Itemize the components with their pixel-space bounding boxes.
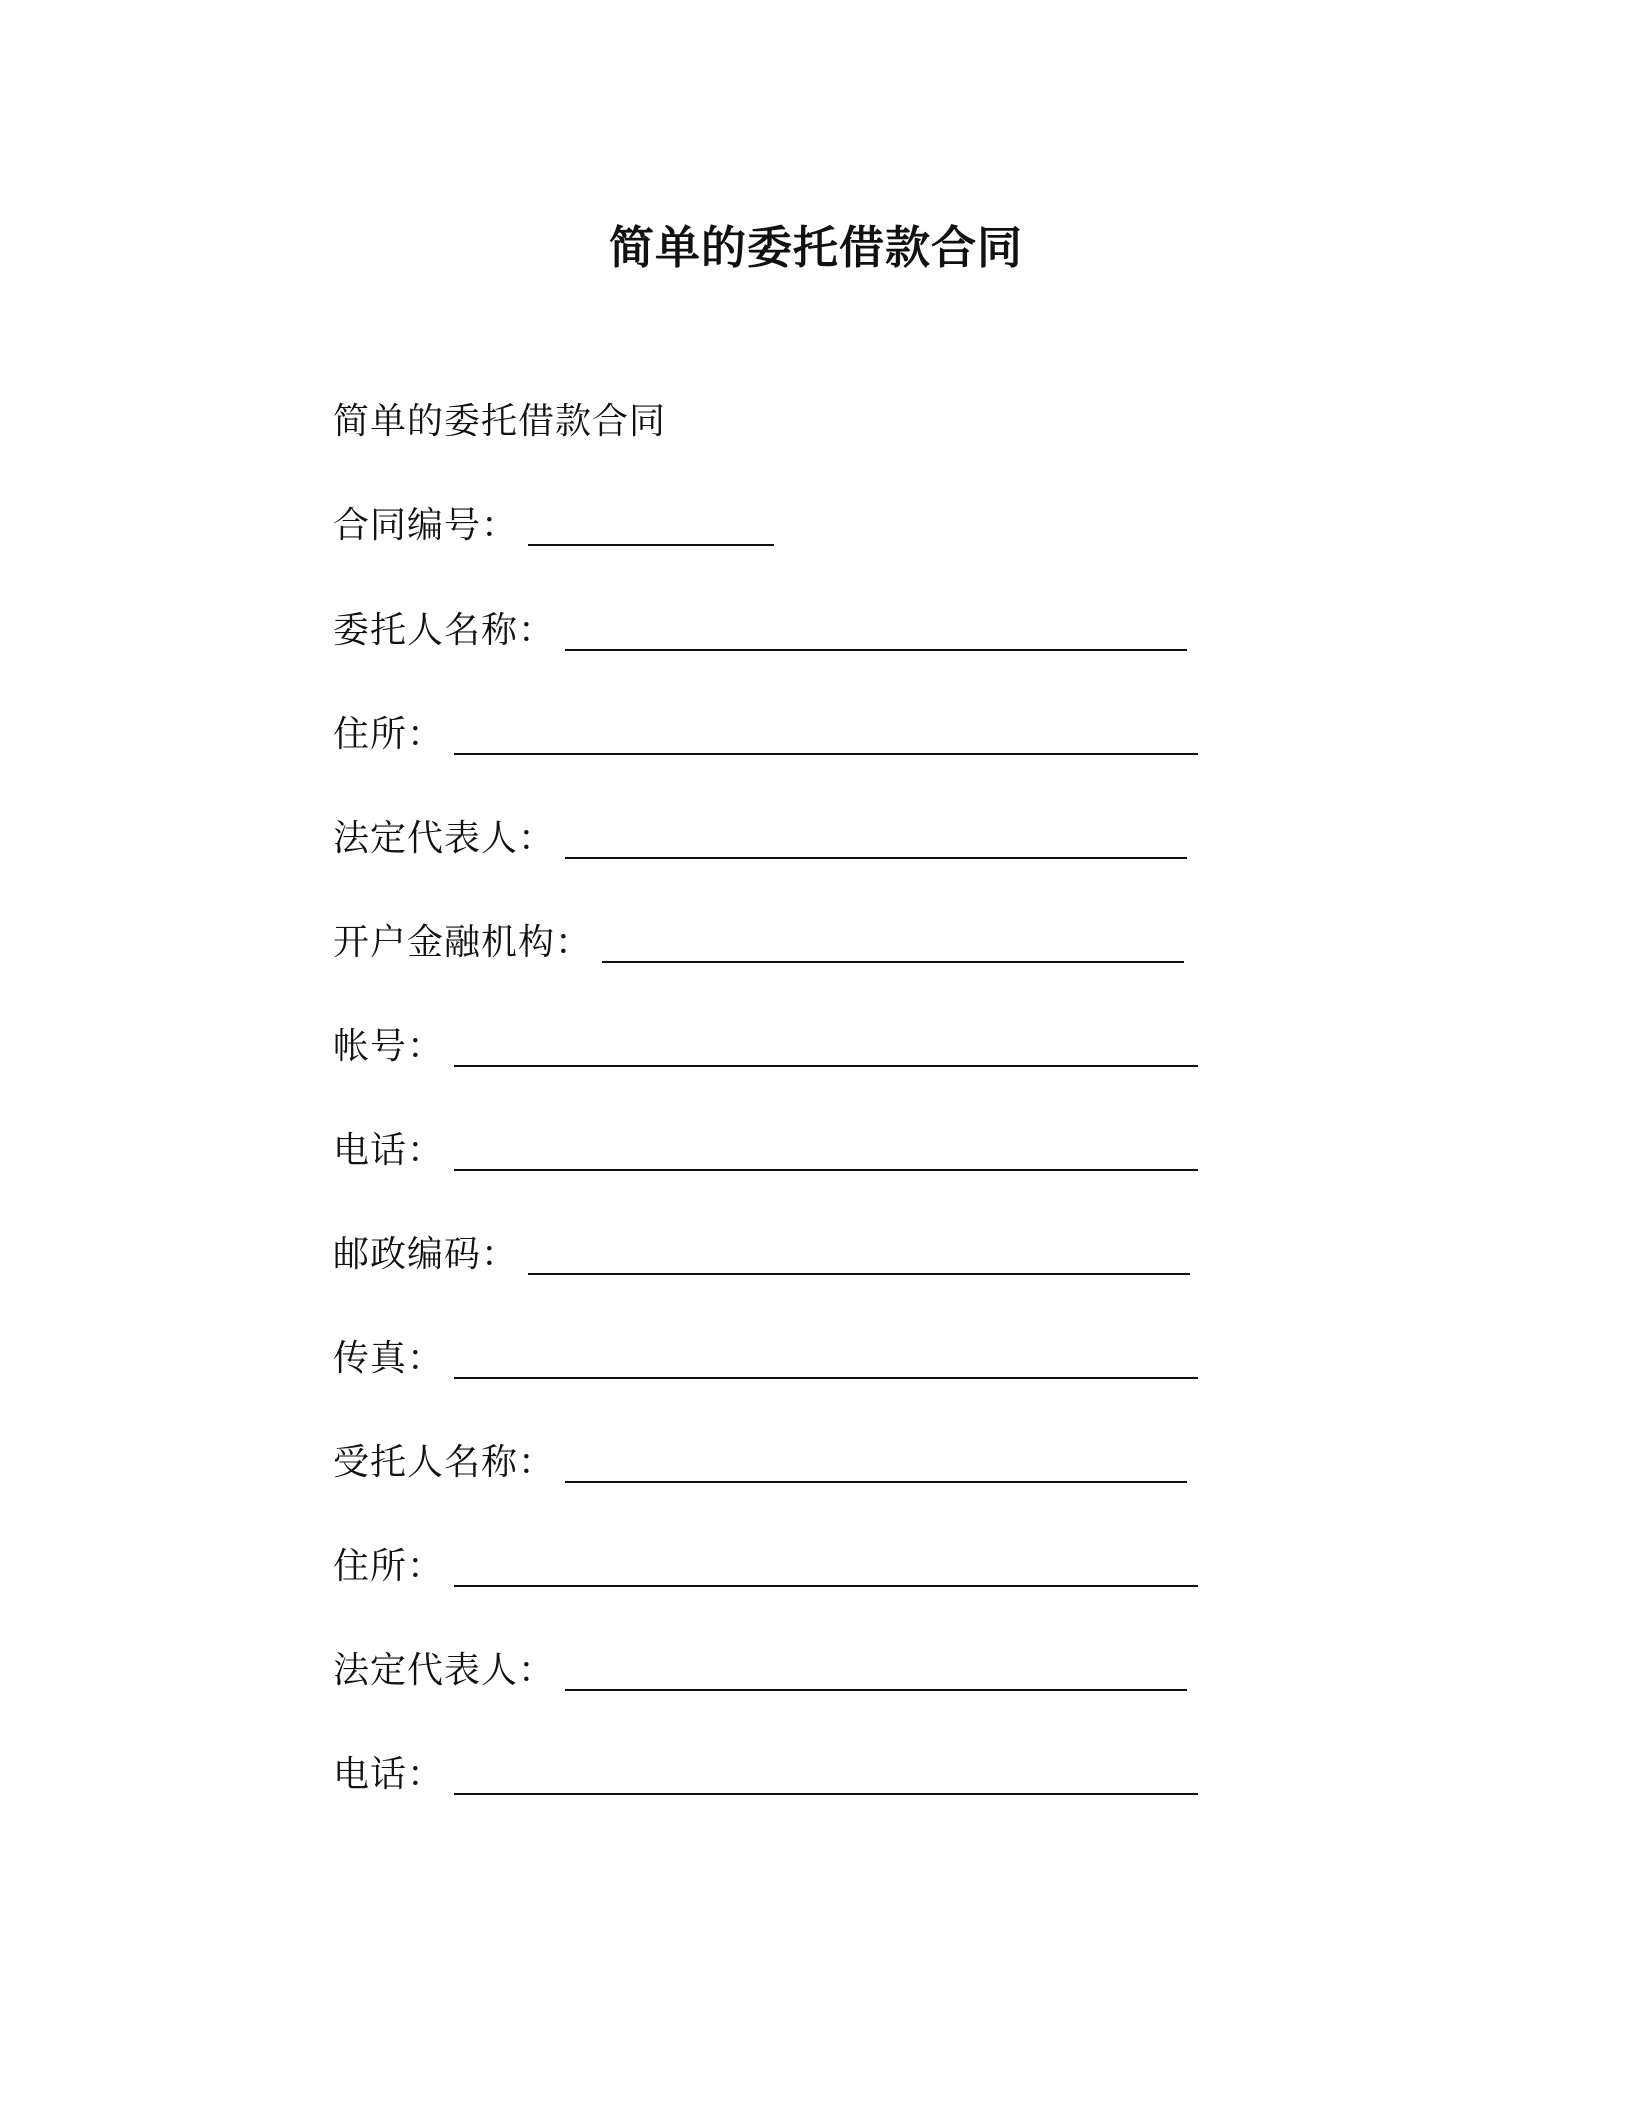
blank-line bbox=[565, 1481, 1187, 1483]
field-label: 住所： bbox=[333, 714, 445, 755]
blank-line bbox=[454, 1169, 1198, 1171]
field-label: 电话： bbox=[333, 1130, 445, 1171]
client-postcode-field bbox=[333, 1231, 1190, 1279]
client-fax-field bbox=[333, 1335, 1198, 1383]
trustee-name-field bbox=[333, 1439, 1187, 1487]
blank-line bbox=[454, 1065, 1198, 1067]
field-label: 受托人名称： bbox=[333, 1442, 556, 1483]
blank-line bbox=[454, 1793, 1198, 1795]
blank-line bbox=[454, 1377, 1198, 1379]
field-label: 法定代表人： bbox=[333, 818, 556, 859]
blank-line bbox=[528, 1273, 1190, 1275]
blank-line bbox=[565, 1689, 1187, 1691]
field-label: 邮政编码： bbox=[333, 1234, 519, 1275]
blank-line bbox=[528, 544, 774, 546]
client-legal-representative-field bbox=[333, 815, 1187, 863]
field-label: 帐号： bbox=[333, 1026, 445, 1067]
blank-line bbox=[454, 1585, 1198, 1587]
field-label: 电话： bbox=[333, 1754, 445, 1795]
trustee-address-field bbox=[333, 1543, 1198, 1591]
blank-line bbox=[602, 961, 1184, 963]
field-label: 传真： bbox=[333, 1338, 445, 1379]
trustee-legal-representative-field bbox=[333, 1647, 1187, 1695]
field-label: 法定代表人： bbox=[333, 1650, 556, 1691]
document-subtitle: 简单的委托借款合同 bbox=[333, 401, 667, 442]
client-account-field bbox=[333, 1023, 1198, 1071]
blank-line bbox=[565, 857, 1187, 859]
client-name-field bbox=[333, 607, 1187, 655]
field-label: 合同编号： bbox=[333, 505, 519, 546]
blank-line bbox=[454, 753, 1198, 755]
client-bank-field bbox=[333, 919, 1184, 967]
client-phone-field bbox=[333, 1127, 1198, 1175]
field-label: 委托人名称： bbox=[333, 610, 556, 651]
field-label: 开户金融机构： bbox=[333, 922, 593, 963]
field-label: 住所： bbox=[333, 1546, 445, 1587]
contract-number-field bbox=[333, 502, 774, 550]
blank-line bbox=[565, 649, 1187, 651]
document-title: 简单的委托借款合同 bbox=[608, 221, 1023, 274]
trustee-phone-field bbox=[333, 1751, 1198, 1799]
client-address-field bbox=[333, 711, 1198, 759]
